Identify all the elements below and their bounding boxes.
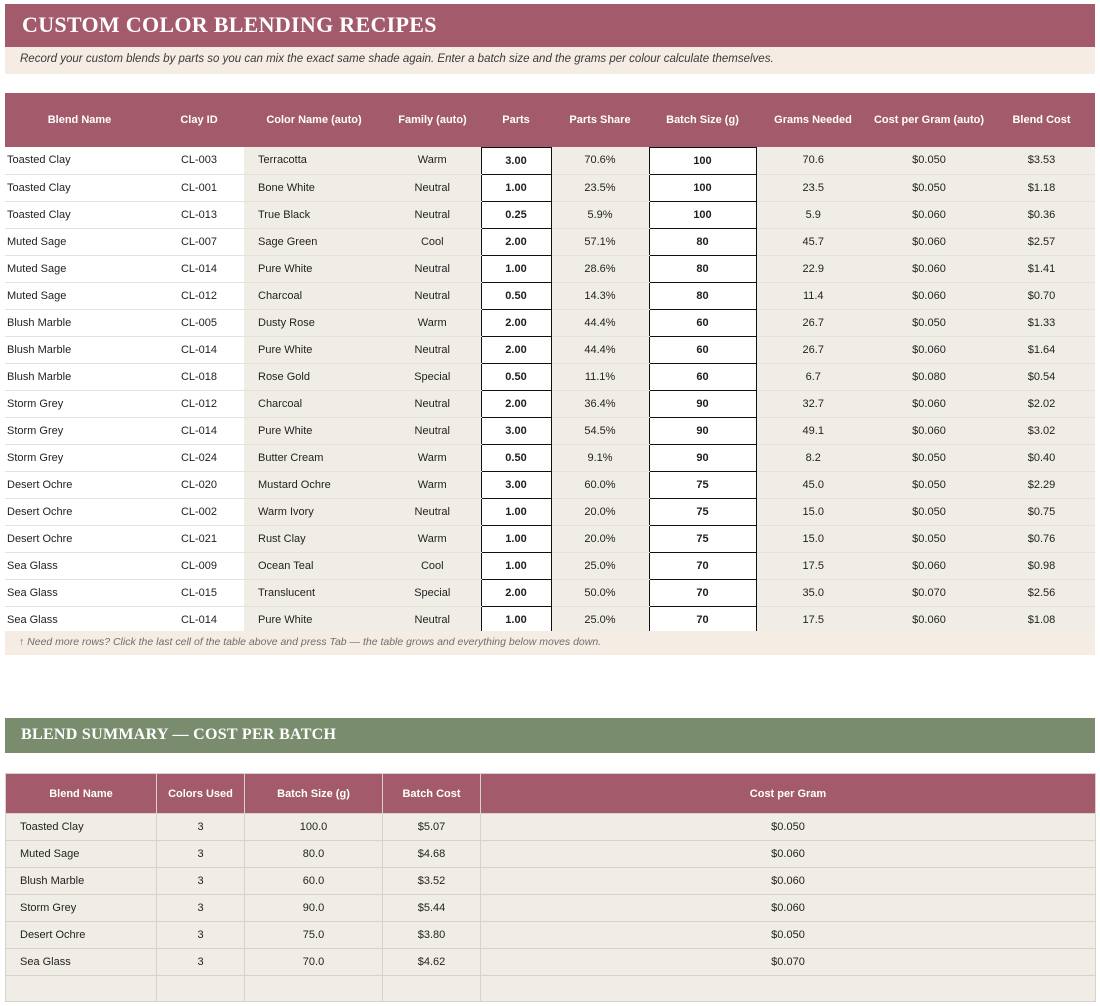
summary-colors-used-cell[interactable]: 3: [157, 895, 245, 922]
parts-input[interactable]: 2.00: [481, 390, 551, 417]
blend-cost-cell: $1.08: [988, 606, 1095, 633]
clay-id-cell[interactable]: CL-018: [154, 363, 244, 390]
blend-cost-cell: $1.33: [988, 309, 1095, 336]
batch-size-input[interactable]: 100: [649, 201, 756, 228]
blend-name-cell[interactable]: Storm Grey: [5, 444, 154, 471]
blend-cost-cell: $0.36: [988, 201, 1095, 228]
clay-id-cell[interactable]: CL-024: [154, 444, 244, 471]
recipe-row: [5, 606, 1095, 633]
recipe-row: [5, 444, 1095, 471]
cost-per-gram-cell: $0.060: [870, 390, 988, 417]
blend-cost-cell: $0.70: [988, 282, 1095, 309]
blend-cost-cell: $1.41: [988, 255, 1095, 282]
col-header-blend-name[interactable]: Blend Name: [5, 93, 154, 147]
cost-per-gram-cell: $0.050: [870, 444, 988, 471]
blend-name-cell[interactable]: Muted Sage: [5, 228, 154, 255]
summary-title: BLEND SUMMARY — COST PER BATCH: [21, 726, 337, 743]
family-cell: Neutral: [384, 255, 481, 282]
grams-needed-cell: 45.0: [756, 471, 870, 498]
summary-empty-cell[interactable]: [383, 976, 481, 1002]
col-header-batch-size[interactable]: Batch Size (g): [649, 93, 756, 147]
parts-share-cell: 14.3%: [551, 282, 649, 309]
parts-share-cell: 20.0%: [551, 525, 649, 552]
clay-id-cell[interactable]: CL-015: [154, 579, 244, 606]
cost-per-gram-cell: $0.060: [870, 606, 988, 633]
summary-header-row: [6, 774, 1096, 814]
parts-share-cell: 5.9%: [551, 201, 649, 228]
parts-input[interactable]: 3.00: [481, 417, 551, 444]
summary-empty-cell[interactable]: [157, 976, 245, 1002]
summary-blend-name-cell[interactable]: Storm Grey: [6, 895, 157, 922]
cost-per-gram-cell: $0.070: [870, 579, 988, 606]
blend-name-cell[interactable]: Storm Grey: [5, 417, 154, 444]
family-cell: Warm: [384, 444, 481, 471]
summary-batch-cost-cell[interactable]: $5.07: [383, 814, 481, 841]
color-name-cell: True Black: [244, 201, 384, 228]
summary-empty-row: [6, 976, 1096, 1002]
cost-per-gram-cell: $0.060: [870, 228, 988, 255]
summary-header-colors-used[interactable]: Colors Used: [157, 774, 245, 814]
parts-input[interactable]: 1.00: [481, 552, 551, 579]
recipe-row: [5, 282, 1095, 309]
col-header-grams-needed[interactable]: Grams Needed: [756, 93, 870, 147]
grams-needed-cell: 35.0: [756, 579, 870, 606]
recipe-row: [5, 525, 1095, 552]
summary-empty-cell[interactable]: [481, 976, 1096, 1002]
family-cell: Cool: [384, 552, 481, 579]
color-name-cell: Dusty Rose: [244, 309, 384, 336]
family-cell: Warm: [384, 309, 481, 336]
family-cell: Neutral: [384, 174, 481, 201]
summary-batch-size-cell[interactable]: 80.0: [245, 841, 383, 868]
blend-name-cell[interactable]: Storm Grey: [5, 390, 154, 417]
page-title: CUSTOM COLOR BLENDING RECIPES: [22, 12, 437, 37]
parts-share-cell: 23.5%: [551, 174, 649, 201]
summary-banner: [5, 718, 1095, 753]
blend-name-cell[interactable]: Muted Sage: [5, 282, 154, 309]
color-name-cell: Translucent: [244, 579, 384, 606]
family-cell: Neutral: [384, 282, 481, 309]
recipe-row: [5, 309, 1095, 336]
blend-name-cell[interactable]: Toasted Clay: [5, 174, 154, 201]
summary-blend-name-cell[interactable]: Toasted Clay: [6, 814, 157, 841]
blend-name-cell[interactable]: Desert Ochre: [5, 498, 154, 525]
summary-row: [6, 922, 1096, 949]
parts-share-cell: 60.0%: [551, 471, 649, 498]
summary-row: [6, 814, 1096, 841]
parts-share-cell: 11.1%: [551, 363, 649, 390]
grams-needed-cell: 23.5: [756, 174, 870, 201]
batch-size-input[interactable]: 70: [649, 606, 756, 633]
color-name-cell: Terracotta: [244, 147, 384, 174]
summary-colors-used-cell[interactable]: 3: [157, 814, 245, 841]
grams-needed-cell: 22.9: [756, 255, 870, 282]
parts-share-cell: 70.6%: [551, 147, 649, 174]
summary-batch-size-cell[interactable]: 70.0: [245, 949, 383, 976]
blend-cost-cell: $0.75: [988, 498, 1095, 525]
recipe-row: [5, 498, 1095, 525]
recipe-row: [5, 363, 1095, 390]
blend-cost-cell: $0.40: [988, 444, 1095, 471]
family-cell: Neutral: [384, 336, 481, 363]
clay-id-cell[interactable]: CL-003: [154, 147, 244, 174]
family-cell: Special: [384, 579, 481, 606]
summary-row: [6, 868, 1096, 895]
grams-needed-cell: 49.1: [756, 417, 870, 444]
col-header-cost-per-gram[interactable]: Cost per Gram (auto): [870, 93, 988, 147]
batch-size-input[interactable]: 100: [649, 174, 756, 201]
table-note: [5, 631, 1095, 655]
parts-input[interactable]: 2.00: [481, 228, 551, 255]
summary-batch-size-cell[interactable]: 75.0: [245, 922, 383, 949]
clay-id-cell[interactable]: CL-013: [154, 201, 244, 228]
grams-needed-cell: 15.0: [756, 525, 870, 552]
family-cell: Cool: [384, 228, 481, 255]
title-banner: [5, 4, 1095, 47]
summary-row: [6, 949, 1096, 976]
cost-per-gram-cell: $0.050: [870, 471, 988, 498]
summary-empty-cell[interactable]: [6, 976, 157, 1002]
parts-share-cell: 44.4%: [551, 336, 649, 363]
recipe-row: [5, 255, 1095, 282]
recipe-row: [5, 336, 1095, 363]
grams-needed-cell: 8.2: [756, 444, 870, 471]
batch-size-input[interactable]: 70: [649, 579, 756, 606]
summary-blend-name-cell[interactable]: Muted Sage: [6, 841, 157, 868]
parts-share-cell: 36.4%: [551, 390, 649, 417]
summary-colors-used-cell[interactable]: 3: [157, 841, 245, 868]
summary-blend-name-cell[interactable]: Desert Ochre: [6, 922, 157, 949]
col-header-parts-share[interactable]: Parts Share: [551, 93, 649, 147]
blend-name-cell[interactable]: Blush Marble: [5, 309, 154, 336]
blend-cost-cell: $0.98: [988, 552, 1095, 579]
summary-batch-size-cell[interactable]: 100.0: [245, 814, 383, 841]
family-cell: Neutral: [384, 606, 481, 633]
grams-needed-cell: 6.7: [756, 363, 870, 390]
cost-per-gram-cell: $0.060: [870, 255, 988, 282]
blend-name-cell[interactable]: Sea Glass: [5, 579, 154, 606]
cost-per-gram-cell: $0.060: [870, 552, 988, 579]
grams-needed-cell: 17.5: [756, 552, 870, 579]
blend-cost-cell: $3.53: [988, 147, 1095, 174]
blend-name-cell[interactable]: Sea Glass: [5, 606, 154, 633]
parts-input[interactable]: 2.00: [481, 309, 551, 336]
summary-row: [6, 895, 1096, 922]
summary-cost-per-gram-cell[interactable]: $0.060: [481, 841, 1096, 868]
summary-blend-name-cell[interactable]: Sea Glass: [6, 949, 157, 976]
family-cell: Special: [384, 363, 481, 390]
summary-header-batch-size[interactable]: Batch Size (g): [245, 774, 383, 814]
parts-input[interactable]: 1.00: [481, 525, 551, 552]
parts-input[interactable]: 1.00: [481, 174, 551, 201]
clay-id-cell[interactable]: CL-012: [154, 390, 244, 417]
color-name-cell: Pure White: [244, 606, 384, 633]
blend-name-cell[interactable]: Sea Glass: [5, 552, 154, 579]
color-name-cell: Rust Clay: [244, 525, 384, 552]
summary-header-batch-cost[interactable]: Batch Cost: [383, 774, 481, 814]
subtitle-banner: [5, 47, 1095, 74]
batch-size-input[interactable]: 60: [649, 363, 756, 390]
color-name-cell: Charcoal: [244, 390, 384, 417]
grams-needed-cell: 26.7: [756, 336, 870, 363]
batch-size-input[interactable]: 80: [649, 255, 756, 282]
grams-needed-cell: 11.4: [756, 282, 870, 309]
family-cell: Neutral: [384, 390, 481, 417]
cost-per-gram-cell: $0.050: [870, 309, 988, 336]
family-cell: Warm: [384, 471, 481, 498]
parts-input[interactable]: 3.00: [481, 471, 551, 498]
cost-per-gram-cell: $0.080: [870, 363, 988, 390]
blend-cost-cell: $2.29: [988, 471, 1095, 498]
blend-name-cell[interactable]: Muted Sage: [5, 255, 154, 282]
recipe-row: [5, 390, 1095, 417]
parts-share-cell: 54.5%: [551, 417, 649, 444]
recipe-row: [5, 174, 1095, 201]
parts-input[interactable]: 1.00: [481, 606, 551, 633]
batch-size-input[interactable]: 90: [649, 444, 756, 471]
blend-cost-cell: $0.54: [988, 363, 1095, 390]
batch-size-input[interactable]: 75: [649, 498, 756, 525]
clay-id-cell[interactable]: CL-014: [154, 417, 244, 444]
blend-cost-cell: $2.57: [988, 228, 1095, 255]
parts-input[interactable]: 0.25: [481, 201, 551, 228]
color-name-cell: Pure White: [244, 417, 384, 444]
recipe-row: [5, 471, 1095, 498]
clay-id-cell[interactable]: CL-002: [154, 498, 244, 525]
parts-share-cell: 25.0%: [551, 552, 649, 579]
batch-size-input[interactable]: 100: [649, 147, 756, 174]
parts-share-cell: 44.4%: [551, 309, 649, 336]
col-header-parts[interactable]: Parts: [481, 93, 551, 147]
grams-needed-cell: 26.7: [756, 309, 870, 336]
clay-id-cell[interactable]: CL-020: [154, 471, 244, 498]
summary-batch-size-cell[interactable]: 60.0: [245, 868, 383, 895]
batch-size-input[interactable]: 90: [649, 390, 756, 417]
recipes-table: [5, 93, 1095, 634]
color-name-cell: Pure White: [244, 336, 384, 363]
color-name-cell: Warm Ivory: [244, 498, 384, 525]
parts-input[interactable]: 0.50: [481, 363, 551, 390]
blend-name-cell[interactable]: Toasted Clay: [5, 147, 154, 174]
summary-colors-used-cell[interactable]: 3: [157, 922, 245, 949]
color-name-cell: Ocean Teal: [244, 552, 384, 579]
parts-share-cell: 50.0%: [551, 579, 649, 606]
blend-cost-cell: $1.18: [988, 174, 1095, 201]
family-cell: Neutral: [384, 417, 481, 444]
clay-id-cell[interactable]: CL-014: [154, 255, 244, 282]
clay-id-cell[interactable]: CL-014: [154, 336, 244, 363]
summary-empty-cell[interactable]: [245, 976, 383, 1002]
blend-cost-cell: $2.56: [988, 579, 1095, 606]
parts-share-cell: 57.1%: [551, 228, 649, 255]
summary-colors-used-cell[interactable]: 3: [157, 868, 245, 895]
clay-id-cell[interactable]: CL-001: [154, 174, 244, 201]
color-name-cell: Charcoal: [244, 282, 384, 309]
cost-per-gram-cell: $0.050: [870, 525, 988, 552]
blend-cost-cell: $2.02: [988, 390, 1095, 417]
blend-name-cell[interactable]: Desert Ochre: [5, 471, 154, 498]
color-name-cell: Sage Green: [244, 228, 384, 255]
family-cell: Neutral: [384, 498, 481, 525]
recipe-row: [5, 147, 1095, 174]
batch-size-input[interactable]: 60: [649, 336, 756, 363]
recipe-row: [5, 228, 1095, 255]
table-note-text: ↑ Need more rows? Click the last cell of the table above and press Tab — the table grows and everything below moves down.: [19, 636, 602, 648]
summary-blend-name-cell[interactable]: Blush Marble: [6, 868, 157, 895]
summary-cost-per-gram-cell[interactable]: $0.050: [481, 922, 1096, 949]
batch-size-input[interactable]: 80: [649, 228, 756, 255]
recipes-header-row: [5, 93, 1095, 147]
parts-share-cell: 25.0%: [551, 606, 649, 633]
grams-needed-cell: 5.9: [756, 201, 870, 228]
summary-batch-cost-cell[interactable]: $3.52: [383, 868, 481, 895]
summary-batch-cost-cell[interactable]: $5.44: [383, 895, 481, 922]
col-header-color-name[interactable]: Color Name (auto): [244, 93, 384, 147]
blend-name-cell[interactable]: Desert Ochre: [5, 525, 154, 552]
summary-header-blend-name[interactable]: Blend Name: [6, 774, 157, 814]
color-name-cell: Butter Cream: [244, 444, 384, 471]
family-cell: Warm: [384, 147, 481, 174]
batch-size-input[interactable]: 60: [649, 309, 756, 336]
page-subtitle: Record your custom blends by parts so you can mix the exact same shade again. Enter a batch size and the grams per colour calculate themselves.: [20, 53, 774, 65]
summary-batch-cost-cell[interactable]: $4.68: [383, 841, 481, 868]
clay-id-cell[interactable]: CL-009: [154, 552, 244, 579]
blend-cost-cell: $1.64: [988, 336, 1095, 363]
batch-size-input[interactable]: 90: [649, 417, 756, 444]
batch-size-input[interactable]: 70: [649, 552, 756, 579]
parts-input[interactable]: 2.00: [481, 336, 551, 363]
parts-input[interactable]: 0.50: [481, 444, 551, 471]
parts-input[interactable]: 3.00: [481, 147, 551, 174]
recipe-row: [5, 552, 1095, 579]
clay-id-cell[interactable]: CL-012: [154, 282, 244, 309]
summary-header-cost-per-gram[interactable]: Cost per Gram: [481, 774, 1096, 814]
cost-per-gram-cell: $0.060: [870, 417, 988, 444]
batch-size-input[interactable]: 75: [649, 471, 756, 498]
cost-per-gram-cell: $0.060: [870, 282, 988, 309]
grams-needed-cell: 15.0: [756, 498, 870, 525]
cost-per-gram-cell: $0.050: [870, 147, 988, 174]
col-header-clay-id[interactable]: Clay ID: [154, 93, 244, 147]
summary-cost-per-gram-cell[interactable]: $0.060: [481, 895, 1096, 922]
blend-name-cell[interactable]: Blush Marble: [5, 336, 154, 363]
parts-input[interactable]: 0.50: [481, 282, 551, 309]
summary-cost-per-gram-cell[interactable]: $0.060: [481, 868, 1096, 895]
family-cell: Neutral: [384, 201, 481, 228]
recipe-row: [5, 201, 1095, 228]
clay-id-cell[interactable]: CL-007: [154, 228, 244, 255]
recipe-row: [5, 579, 1095, 606]
cost-per-gram-cell: $0.050: [870, 174, 988, 201]
cost-per-gram-cell: $0.060: [870, 336, 988, 363]
summary-batch-cost-cell[interactable]: $4.62: [383, 949, 481, 976]
color-name-cell: Bone White: [244, 174, 384, 201]
blend-name-cell[interactable]: Toasted Clay: [5, 201, 154, 228]
summary-table: [5, 773, 1096, 1002]
parts-input[interactable]: 1.00: [481, 255, 551, 282]
cost-per-gram-cell: $0.050: [870, 498, 988, 525]
cost-per-gram-cell: $0.060: [870, 201, 988, 228]
batch-size-input[interactable]: 75: [649, 525, 756, 552]
grams-needed-cell: 17.5: [756, 606, 870, 633]
family-cell: Warm: [384, 525, 481, 552]
col-header-family[interactable]: Family (auto): [384, 93, 481, 147]
summary-cost-per-gram-cell[interactable]: $0.050: [481, 814, 1096, 841]
batch-size-input[interactable]: 80: [649, 282, 756, 309]
blend-name-cell[interactable]: Blush Marble: [5, 363, 154, 390]
col-header-blend-cost[interactable]: Blend Cost: [988, 93, 1095, 147]
summary-colors-used-cell[interactable]: 3: [157, 949, 245, 976]
parts-input[interactable]: 2.00: [481, 579, 551, 606]
clay-id-cell[interactable]: CL-005: [154, 309, 244, 336]
blend-cost-cell: $0.76: [988, 525, 1095, 552]
grams-needed-cell: 70.6: [756, 147, 870, 174]
grams-needed-cell: 32.7: [756, 390, 870, 417]
summary-batch-cost-cell[interactable]: $3.80: [383, 922, 481, 949]
parts-share-cell: 28.6%: [551, 255, 649, 282]
parts-share-cell: 20.0%: [551, 498, 649, 525]
parts-share-cell: 9.1%: [551, 444, 649, 471]
parts-input[interactable]: 1.00: [481, 498, 551, 525]
summary-batch-size-cell[interactable]: 90.0: [245, 895, 383, 922]
color-name-cell: Pure White: [244, 255, 384, 282]
color-name-cell: Mustard Ochre: [244, 471, 384, 498]
summary-row: [6, 841, 1096, 868]
clay-id-cell[interactable]: CL-021: [154, 525, 244, 552]
grams-needed-cell: 45.7: [756, 228, 870, 255]
clay-id-cell[interactable]: CL-014: [154, 606, 244, 633]
color-name-cell: Rose Gold: [244, 363, 384, 390]
summary-cost-per-gram-cell[interactable]: $0.070: [481, 949, 1096, 976]
blend-cost-cell: $3.02: [988, 417, 1095, 444]
recipe-row: [5, 417, 1095, 444]
